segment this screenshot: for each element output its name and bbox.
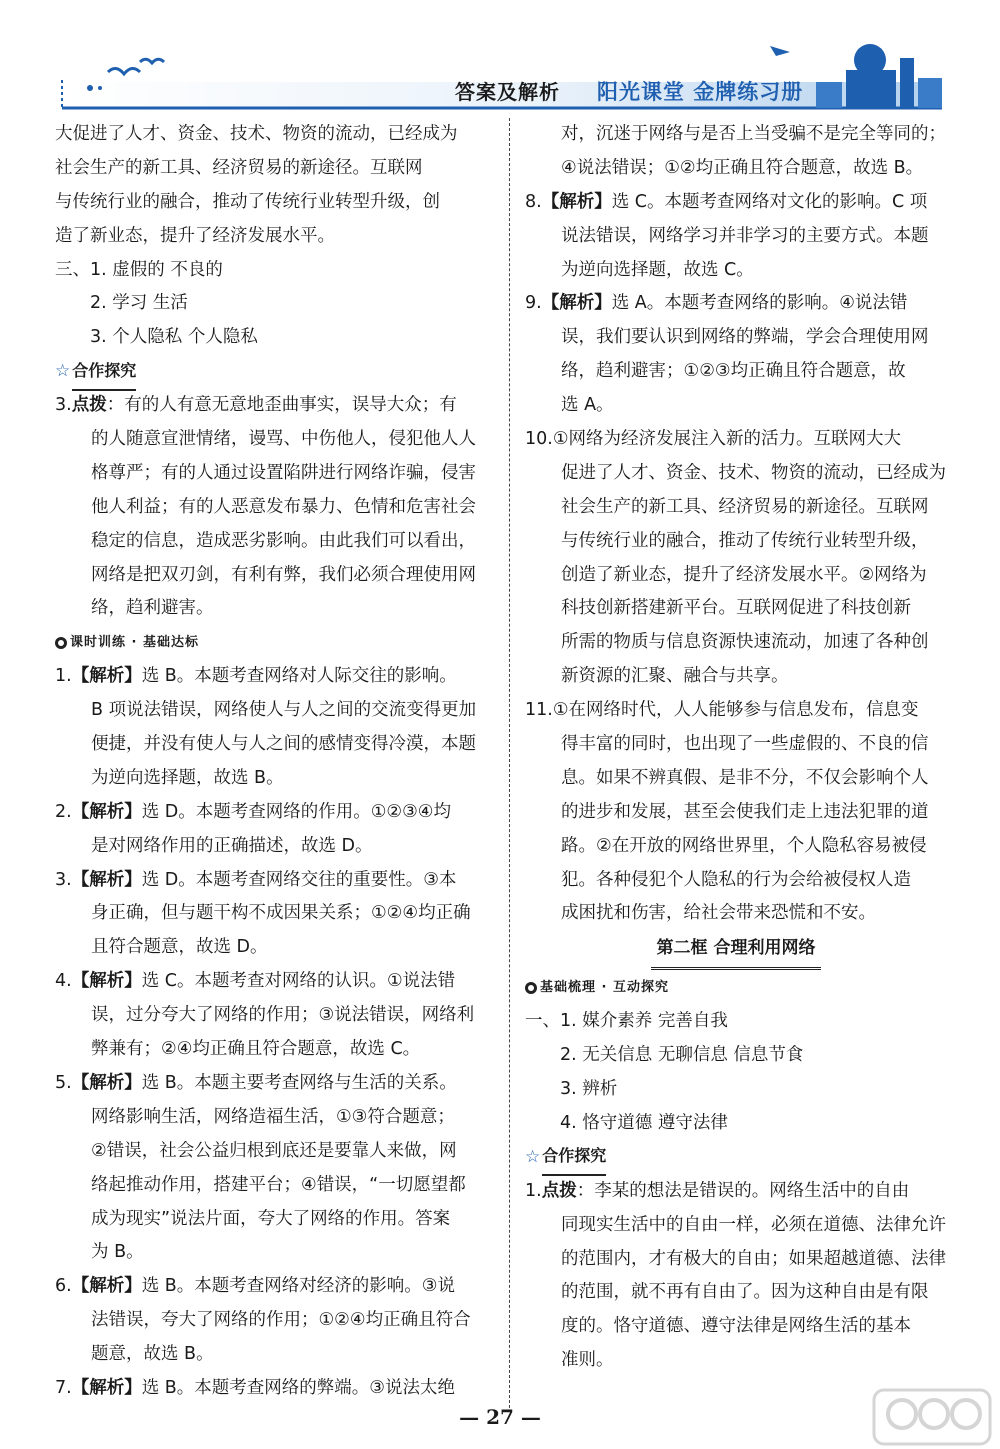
text-line <box>55 1033 497 1067</box>
text-line <box>55 1304 497 1338</box>
item-text: 络，趋利避害；①②③均正确且符合题意，故 <box>561 361 906 382</box>
item-text: 的人随意宣泄情绪，谩骂、中伤他人，侵犯他人人 <box>91 429 476 450</box>
item-label: 点拨 <box>71 395 107 416</box>
text-line <box>525 762 947 796</box>
item-text: 的范围内，才有极大的自由；如果超越道德、法律 <box>561 1248 946 1269</box>
page-number: — 27 — <box>459 1405 541 1429</box>
text-line <box>525 660 947 694</box>
text-line <box>525 1243 947 1277</box>
item-text: 是对网络作用的正确描述，故选 D。 <box>91 835 373 856</box>
answer-item <box>55 864 497 898</box>
item-text: 三、1. 虚假的 不良的 <box>55 259 223 280</box>
item-text: 络起推动作用，搭建平台；④错误，“一切愿望都 <box>91 1174 466 1195</box>
item-text: ②错误，社会公益归根到底还是要靠人来做，网 <box>91 1140 457 1161</box>
text-line <box>525 254 947 288</box>
item-text: 成困扰和伤害，给社会带来恐慌和不安。 <box>561 903 876 924</box>
item-text: 选 B。本题考查网络对人际交往的影响。 <box>141 666 457 687</box>
item-label: 【解析】 <box>71 666 142 687</box>
answer-item <box>525 1175 947 1209</box>
item-text: 便捷，并没有使人与人之间的感情变得冷漠，本题 <box>91 734 476 755</box>
answer-item <box>525 694 947 728</box>
star-icon: ☆ <box>55 361 71 382</box>
answer-item <box>525 287 947 321</box>
item-number: 3. <box>55 395 72 416</box>
item-text: 造了新业态，提升了经济发展水平。 <box>55 225 335 246</box>
item-text: 的进步和发展，甚至会使我们走上违法犯罪的道 <box>561 801 929 822</box>
item-text: 身正确，但与题干构不成因果关系；①②④均正确 <box>91 903 471 924</box>
answer-item <box>55 796 497 830</box>
item-label: 【解析】 <box>541 293 612 314</box>
page-header <box>0 0 1000 120</box>
item-text: 选 B。本题考查网络对经济的影响。③说 <box>141 1276 455 1297</box>
item-label: 【解析】 <box>71 1072 142 1093</box>
item-number: 10. <box>525 429 553 450</box>
item-text: 新资源的汇聚、融合与共享。 <box>561 666 789 687</box>
answer-item <box>55 1270 497 1304</box>
item-text: 他人利益；有的人恶意发布暴力、色情和危害社会 <box>91 496 476 517</box>
section-heading <box>525 1141 947 1175</box>
item-text: ①在网络时代，人人能够参与信息发布，信息变 <box>552 700 919 721</box>
item-text: 选 B。本题主要考查网络与生活的关系。 <box>141 1072 457 1093</box>
text-line <box>525 152 947 186</box>
text-line <box>55 1338 497 1372</box>
lesson-frame-text: 第二框 合理利用网络 <box>651 932 822 970</box>
answer-item <box>55 1067 497 1101</box>
text-line <box>525 1073 947 1107</box>
text-line <box>525 1005 947 1039</box>
text-line <box>55 321 497 355</box>
item-number: 2. <box>55 801 72 822</box>
text-line <box>525 457 947 491</box>
item-text: 路。②在开放的网络世界里，个人隐私容易被侵 <box>561 835 927 856</box>
text-line <box>55 186 497 220</box>
item-text: 选 A。本题考查网络的影响。④说法错 <box>611 293 908 314</box>
item-text: 科技创新搭建新平台。互联网促进了科技创新 <box>561 598 911 619</box>
text-line <box>525 389 947 423</box>
item-text: 促进了人才、资金、技术、物资的流动，已经成为 <box>561 462 946 483</box>
item-text: 且符合题意，故选 D。 <box>91 937 268 958</box>
item-label: 【解析】 <box>71 971 142 992</box>
item-number: 4. <box>55 971 72 992</box>
item-text: 误，过分夸大了网络的作用；③说法错误，网络利 <box>91 1005 475 1026</box>
item-label: 【解析】 <box>71 1276 142 1297</box>
item-text: 成为现实”说法片面，夸大了网络的作用。答案 <box>91 1208 451 1229</box>
bird-icon <box>108 68 140 74</box>
bullet-icon <box>55 637 67 649</box>
answer-item <box>55 389 497 423</box>
text-line <box>525 559 947 593</box>
text-line <box>55 287 497 321</box>
answer-item <box>55 965 497 999</box>
text-line <box>525 491 947 525</box>
item-text: 选 D。本题考查网络交往的重要性。③本 <box>141 869 457 890</box>
text-line <box>55 220 497 254</box>
text-line <box>55 525 497 559</box>
item-text: 的范围，就不再有自由了。因为这种自由是有限 <box>561 1282 929 1303</box>
answer-item <box>525 186 947 220</box>
text-line <box>55 1135 497 1169</box>
left-column <box>55 118 497 1406</box>
text-line <box>55 1169 497 1203</box>
item-text: 网络是把双刃剑，有利有弊，我们必须合理使用网 <box>91 564 476 585</box>
text-line <box>525 321 947 355</box>
item-text: 选 C。本题考查网络对文化的影响。C 项 <box>611 191 928 212</box>
item-number: 11. <box>525 700 553 721</box>
text-line <box>525 1107 947 1141</box>
section-heading-text: 合作探究 <box>72 354 136 391</box>
item-text: 稳定的信息，造成恶劣影响。由此我们可以看出， <box>91 530 476 551</box>
item-number: 1. <box>55 666 72 687</box>
item-text: 犯。各种侵犯个人隐私的行为会给被侵权人造 <box>561 869 911 890</box>
item-text: ：有的人有意无意地歪曲事实，误导大众；有 <box>106 395 457 416</box>
text-line <box>55 592 497 626</box>
answer-item <box>55 660 497 694</box>
item-text: 2. 无关信息 无聊信息 信息节食 <box>560 1045 804 1066</box>
text-line <box>55 559 497 593</box>
item-label: 【解析】 <box>71 1377 142 1398</box>
section-heading <box>55 355 497 389</box>
item-number: 6. <box>55 1276 72 1297</box>
section-subheading <box>525 971 947 1005</box>
item-text: 得丰富的同时，也出现了一些虚假的、不良的信 <box>561 734 929 755</box>
item-label: 【解析】 <box>71 869 142 890</box>
text-line <box>55 1101 497 1135</box>
item-text: 同现实生活中的自由一样，必须在道德、法律允许 <box>561 1214 946 1235</box>
item-label: 点拨 <box>541 1180 577 1201</box>
text-line <box>525 355 947 389</box>
item-text: 与传统行业的融合，推动了传统行业转型升级， <box>561 530 929 551</box>
item-text: 社会生产的新工具、经济贸易的新途径。互联网 <box>561 496 929 517</box>
text-line <box>525 626 947 660</box>
text-line <box>55 118 497 152</box>
text-line <box>525 864 947 898</box>
item-text: 一、1. 媒介素养 完善自我 <box>525 1011 728 1032</box>
text-line <box>525 592 947 626</box>
item-number: 7. <box>55 1377 72 1398</box>
text-line <box>55 762 497 796</box>
item-text: 法错误，夸大了网络的作用；①②④均正确且符合 <box>91 1310 471 1331</box>
item-text: 题意，故选 B。 <box>91 1344 214 1365</box>
text-line <box>525 728 947 762</box>
item-text: ①网络为经济发展注入新的活力。互联网大大 <box>552 429 902 450</box>
text-line <box>55 491 497 525</box>
text-line <box>55 423 497 457</box>
item-text: 弊兼有；②④均正确且符合题意，故选 C。 <box>91 1039 421 1060</box>
text-line <box>525 118 947 152</box>
text-line <box>525 1276 947 1310</box>
item-text: B 项说法错误，网络使人与人之间的交流变得更加 <box>91 700 477 721</box>
lesson-frame-title <box>525 931 947 971</box>
text-line <box>525 1209 947 1243</box>
text-line <box>55 830 497 864</box>
answer-item <box>525 423 947 457</box>
text-line <box>525 525 947 559</box>
watermark-logo <box>872 1388 992 1446</box>
text-line <box>55 1203 497 1237</box>
item-text: 社会生产的新工具、经济贸易的新途径。互联网 <box>55 157 423 178</box>
text-line <box>525 1310 947 1344</box>
text-line <box>55 728 497 762</box>
item-text: 选 D。本题考查网络的作用。①②③④均 <box>141 801 451 822</box>
text-line <box>55 254 497 288</box>
text-line <box>55 694 497 728</box>
item-text: 选 C。本题考查对网络的认识。①说法错 <box>141 971 456 992</box>
item-text: 2. 学习 生活 <box>90 293 188 314</box>
header-title: 答案及解析 <box>455 80 560 104</box>
item-text: ④说法错误；①②均正确且符合题意，故选 B。 <box>561 157 924 178</box>
item-text: 为 B。 <box>91 1242 144 1263</box>
item-text: 络，趋利避害。 <box>91 598 214 619</box>
item-number: 8. <box>525 191 542 212</box>
item-text: 为逆向选择题，故选 B。 <box>91 767 284 788</box>
item-text: 大促进了人才、资金、技术、物资的流动，已经成为 <box>55 124 458 144</box>
item-number: 5. <box>55 1072 72 1093</box>
text-line <box>55 931 497 965</box>
header-brand: 阳光课堂 金牌练习册 <box>597 80 804 104</box>
item-text: 度的。恪守道德、遵守法律是网络生活的基本 <box>561 1316 911 1337</box>
item-number: 9. <box>525 293 542 314</box>
section-subheading-text: 课时训练 · 基础达标 <box>70 635 199 651</box>
item-text: 对，沉迷于网络与是否上当受骗不是完全等同的； <box>561 124 946 144</box>
item-text: 3. 辨析 <box>560 1079 618 1100</box>
item-text: 准则。 <box>561 1350 614 1371</box>
item-text: 格尊严；有的人通过设置陷阱进行网络诈骗，侵害 <box>91 462 476 483</box>
item-text: 网络影响生活，网络造福生活，①③符合题意； <box>91 1106 455 1127</box>
item-text: 创造了新业态，提升了经济发展水平。②网络为 <box>561 564 927 585</box>
section-subheading-text: 基础梳理 · 互动探究 <box>540 980 669 996</box>
item-text: 选 B。本题考查网络的弊端。③说法太绝 <box>141 1377 455 1398</box>
item-text: 与传统行业的融合，推动了传统行业转型升级，创 <box>55 191 440 212</box>
item-text: 息。如果不辨真假、是非不分，不仅会影响个人 <box>561 767 929 788</box>
text-line <box>525 796 947 830</box>
text-line <box>525 1344 947 1378</box>
item-text: 选 A。 <box>561 395 614 416</box>
item-text: 说法错误，网络学习并非学习的主要方式。本题 <box>561 225 929 246</box>
item-text: 所需的物质与信息资源快速流动，加速了各种创 <box>561 632 929 653</box>
item-label: 【解析】 <box>71 801 142 822</box>
text-line <box>55 152 497 186</box>
text-line <box>55 457 497 491</box>
text-line <box>525 830 947 864</box>
item-number: 3. <box>55 869 72 890</box>
right-column <box>525 118 947 1378</box>
text-line <box>55 999 497 1033</box>
text-line <box>525 220 947 254</box>
item-text: 4. 恪守道德 遵守法律 <box>560 1112 728 1133</box>
column-divider <box>509 118 510 1408</box>
item-label: 【解析】 <box>541 191 612 212</box>
item-number: 1. <box>525 1180 542 1201</box>
star-icon: ☆ <box>525 1146 541 1167</box>
item-text: 误，我们要认识到网络的弊端，学会合理使用网 <box>561 327 929 348</box>
section-subheading <box>55 626 497 660</box>
answer-item <box>55 1372 497 1406</box>
item-text: ：李某的想法是错误的。网络生活中的自由 <box>576 1180 910 1201</box>
text-line <box>525 897 947 931</box>
text-line <box>55 897 497 931</box>
item-text: 3. 个人隐私 个人隐私 <box>90 327 258 348</box>
text-line <box>525 1039 947 1073</box>
bullet-icon <box>525 982 537 994</box>
text-line <box>55 1236 497 1270</box>
item-text: 为逆向选择题，故选 C。 <box>561 259 754 280</box>
section-heading-text: 合作探究 <box>542 1139 606 1176</box>
